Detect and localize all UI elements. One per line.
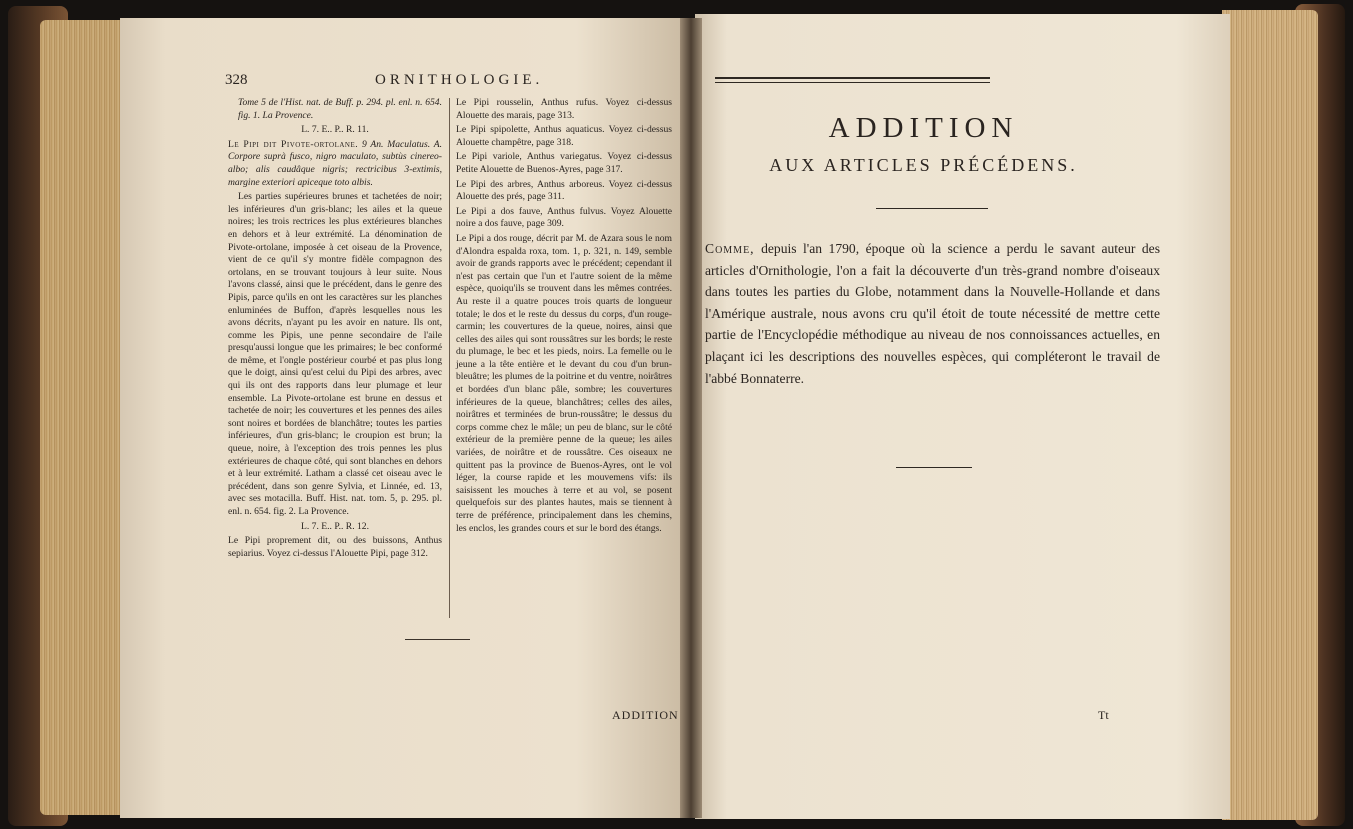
first-word: Comme, <box>705 241 755 256</box>
entry-pipi-spipolette: Le Pipi spipolette, Anthus aquaticus. Voyez ci-dessus Alouette champêtre, page 318. <box>456 124 672 148</box>
entry-pipi-variole: Le Pipi variole, Anthus variegatus. Voyez ci-dessus Petite Alouette de Buenos-Ayres, page 317. <box>456 151 672 175</box>
reference-tome: Tome 5 de l'Hist. nat. de Buff. p. 294. pl. enl. n. 654. fig. 1. La Provence. <box>238 97 442 121</box>
closing-rule <box>896 467 972 468</box>
top-rule <box>715 77 990 79</box>
title-rule <box>876 208 988 209</box>
entry-pipi-buissons: Le Pipi proprement dit, ou des buissons, Anthus sepiarius. Voyez ci-dessus l'Alouette Pipi, page 312. <box>228 535 442 559</box>
reference-code-2: L. 7. E.. P.. R. 12. <box>301 520 369 532</box>
right-body-text <box>705 238 1160 389</box>
signature-mark: Tt <box>1098 708 1109 722</box>
entry-pivote-ortolane-body: Les parties supérieures brunes et tachetées de noir; les inférieures d'un gris-blanc; les ailes et la queue noires; les trois rectrices les plus extérieures blanches en dehors et à leur extrémité. La dénomination de Pivote-ortolane, imposée à cet oiseau de la Provence, vient de ce qu'il s'y montre fidèle compagnon des ortolans, en se trouvant toujours à leur suite. Nous l'avons classé, ainsi que le précédent, dans le genre des Pipis, parce qu'ils en ont les caractères sur les planches enluminées de Buffon, d'après lesquelles nous les avons décrits, n'ayant pu les avoir en nature. Ils ont, comme les Pipis, une penne secondaire de l'aile presqu'aussi longue que les primaires; le bec conformé de même, et l'ongle postérieur courbé et pas plus long que le doigt, ainsi qu'est celui du Pipi des arbres, avec qui ils ont des rapports dans leur plumage et leur ensemble. La Pivote-ortolane est brune en dessus et tachetée de noir; les couvertures et les pennes des ailes sont noires et bordées de blanchâtre; toutes les parties inférieures, d'un gris-blanc; le croupion est brun; la queue, noire, à l'exception des trois pennes les plus extérieures de chaque côté, qui sont blanches en dehors et à leur extrémité. Latham a classé cet oiseau avec le précédent, dans son genre Sylvia, et Linnée, ed. 13, avec ses motacilla. Buff. Hist. nat. tom. 5, p. 295. pl. enl. n. 654. fig. 2. La Provence. <box>228 191 442 517</box>
entry-pipi-dos-rouge: Le Pipi a dos rouge, décrit par M. de Azara sous le nom d'Alondra espalda roxa, tom. 1, p. 321, n. 149, semble avoir de grands rapports avec le précédent; cependant il n'est pas certain que l'un et l'autre soient de la même espèce, quoiqu'ils se trouvent dans les mêmes contrées. Au reste il a quatre pouces trois quarts de longueur totale; le dos et le reste du dessus du corps, d'un rouge-carmin; les couvertures de la queue, noires, ainsi que celles des ailes qui sont roussâtres sur les bords; le reste du plumage, le bec et les pieds, noirs. La femelle ou le jeune a la tête entière et le devant du cou d'un brun-bleuâtre; les plumes de la poitrine et du ventre, noirâtres et bordées d'un blanc pâle, sombre; les couvertures inférieures de la queue, blanchâtres; celles des ailes, noirâtres et terminées de brun-roussâtre; le dessus du corps comme chez le mâle; un peu de blanc, sur le côté extérieur de la première penne de la queue; les ailes variées, de noirâtre et de roussâtre. Ces oiseaux ne quittent pas la province de Buenos-Ayres, ont le vol léger, la course rapide et les mouvemens vifs: ils saisissent les mouches à terre et au vol, se posent quelquefois sur des plantes hautes, mais se tiennent à terre de préférence, principalement dans les chemins, les enclos, les grandes cours et sur le bord des étangs. <box>456 232 672 534</box>
reference-code: L. 7. E.. P.. R. 11. <box>301 124 369 136</box>
running-head: ORNITHOLOGIE. <box>375 72 544 88</box>
page-number: 328 <box>225 72 248 88</box>
entry-pipi-dos-fauve: Le Pipi a dos fauve, Anthus fulvus. Voyez Alouette noire a dos fauve, page 309. <box>456 205 672 230</box>
section-subtitle: AUX ARTICLES PRÉCÉDENS. <box>769 155 1078 175</box>
catchword: ADDITION <box>612 708 679 722</box>
body-paragraph: depuis l'an 1790, époque où la science a perdu le savant auteur des articles d'Ornithologie, l'on a fait la découverte d'un très-grand nombre d'oiseaux dans toutes les parties du Globe, notamment dans la Nouvelle-Hollande et dans l'Amérique australe, nous avons cru qu'il étoit de toute nécessité de mettre cette partie de l'Encyclopédie méthodique au niveau de nos connoissances actuelles, en plaçant ici les descriptions des nouvelles espèces, qui compléteront le travail de l'abbé Bonnaterre. <box>705 241 1160 386</box>
book-gutter <box>680 18 702 818</box>
entry-latin: 9 An. Maculatus. A. Corpore suprà fusco, nigro maculato, subtùs cinereo-albo; alis caudâque nigris; rectricibus 3-extimis, margine exteriori apiceque toto albis. <box>228 138 442 188</box>
section-title: ADDITION <box>828 112 1019 144</box>
right-page-edges <box>1222 10 1318 820</box>
top-rule-thin <box>715 82 990 83</box>
left-column-2 <box>456 97 672 537</box>
left-page-header <box>225 72 675 94</box>
entry-heading: Le Pipi dit Pivote-ortolane. <box>228 138 359 150</box>
column-divider <box>449 98 450 618</box>
end-rule <box>405 639 470 640</box>
entry-pipi-arbres: Le Pipi des arbres, Anthus arboreus. Voyez ci-dessus Alouette des prés, page 311. <box>456 178 672 203</box>
entry-pipi-rousselin: Le Pipi rousselin, Anthus rufus. Voyez ci-dessus Alouette des marais, page 313. <box>456 97 672 121</box>
left-column-1 <box>228 97 442 562</box>
entry-pivote-ortolane-head <box>228 139 442 189</box>
